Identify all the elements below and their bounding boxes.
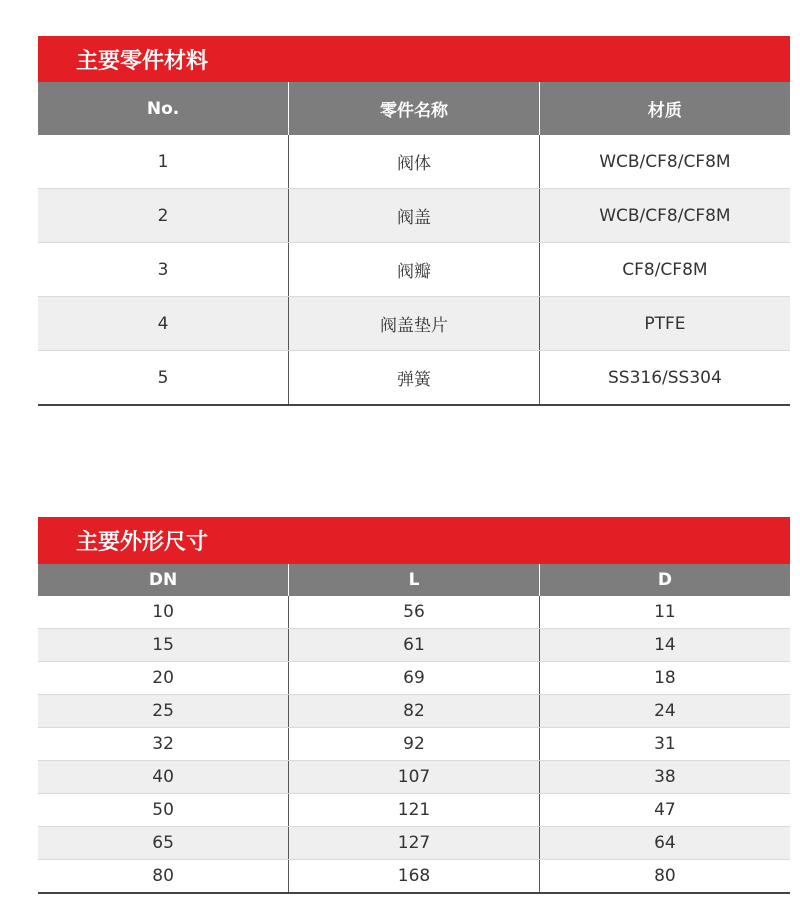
cell-d: 14 (539, 629, 790, 662)
cell-d: 18 (539, 662, 790, 695)
column-header-part-name: 零件名称 (289, 82, 540, 135)
cell-no: 2 (38, 189, 289, 243)
cell-part-name: 弹簧 (289, 351, 540, 406)
cell-part-name: 阀盖 (289, 189, 540, 243)
cell-d: 80 (539, 860, 790, 894)
cell-d: 47 (539, 794, 790, 827)
column-header-material: 材质 (539, 82, 790, 135)
cell-dn: 32 (38, 728, 289, 761)
table-row (38, 662, 790, 695)
cell-material: SS316/SS304 (539, 351, 790, 406)
dimensions-section (38, 517, 790, 894)
parts-materials-table (38, 82, 790, 406)
cell-l: 56 (289, 596, 540, 629)
table-row (38, 761, 790, 794)
cell-dn: 40 (38, 761, 289, 794)
column-header-no: No. (38, 82, 289, 135)
cell-l: 69 (289, 662, 540, 695)
cell-l: 82 (289, 695, 540, 728)
cell-l: 92 (289, 728, 540, 761)
dimensions-title: 主要外形尺寸 (38, 517, 790, 564)
cell-l: 107 (289, 761, 540, 794)
cell-no: 1 (38, 135, 289, 189)
cell-dn: 20 (38, 662, 289, 695)
table-row (38, 728, 790, 761)
parts-materials-title: 主要零件材料 (38, 36, 790, 82)
table-row (38, 794, 790, 827)
table-row (38, 189, 790, 243)
cell-d: 24 (539, 695, 790, 728)
cell-material: WCB/CF8/CF8M (539, 189, 790, 243)
table-row (38, 351, 790, 406)
table-row (38, 827, 790, 860)
column-header-l: L (289, 564, 540, 596)
cell-l: 61 (289, 629, 540, 662)
cell-dn: 10 (38, 596, 289, 629)
cell-no: 4 (38, 297, 289, 351)
column-header-dn: DN (38, 564, 289, 596)
cell-l: 127 (289, 827, 540, 860)
cell-material: WCB/CF8/CF8M (539, 135, 790, 189)
cell-dn: 65 (38, 827, 289, 860)
table-row (38, 596, 790, 629)
dimensions-table (38, 564, 790, 894)
cell-d: 64 (539, 827, 790, 860)
cell-material: PTFE (539, 297, 790, 351)
table-row (38, 135, 790, 189)
table-row (38, 860, 790, 894)
cell-no: 5 (38, 351, 289, 406)
cell-l: 168 (289, 860, 540, 894)
cell-dn: 50 (38, 794, 289, 827)
cell-part-name: 阀盖垫片 (289, 297, 540, 351)
table-row (38, 695, 790, 728)
cell-dn: 25 (38, 695, 289, 728)
cell-material: CF8/CF8M (539, 243, 790, 297)
cell-d: 31 (539, 728, 790, 761)
cell-part-name: 阀瓣 (289, 243, 540, 297)
cell-dn: 15 (38, 629, 289, 662)
table-header-row (38, 564, 790, 596)
cell-part-name: 阀体 (289, 135, 540, 189)
cell-dn: 80 (38, 860, 289, 894)
parts-materials-section (38, 36, 790, 406)
table-row (38, 629, 790, 662)
cell-no: 3 (38, 243, 289, 297)
cell-d: 11 (539, 596, 790, 629)
column-header-d: D (539, 564, 790, 596)
table-row (38, 243, 790, 297)
table-row (38, 297, 790, 351)
cell-l: 121 (289, 794, 540, 827)
table-header-row (38, 82, 790, 135)
cell-d: 38 (539, 761, 790, 794)
